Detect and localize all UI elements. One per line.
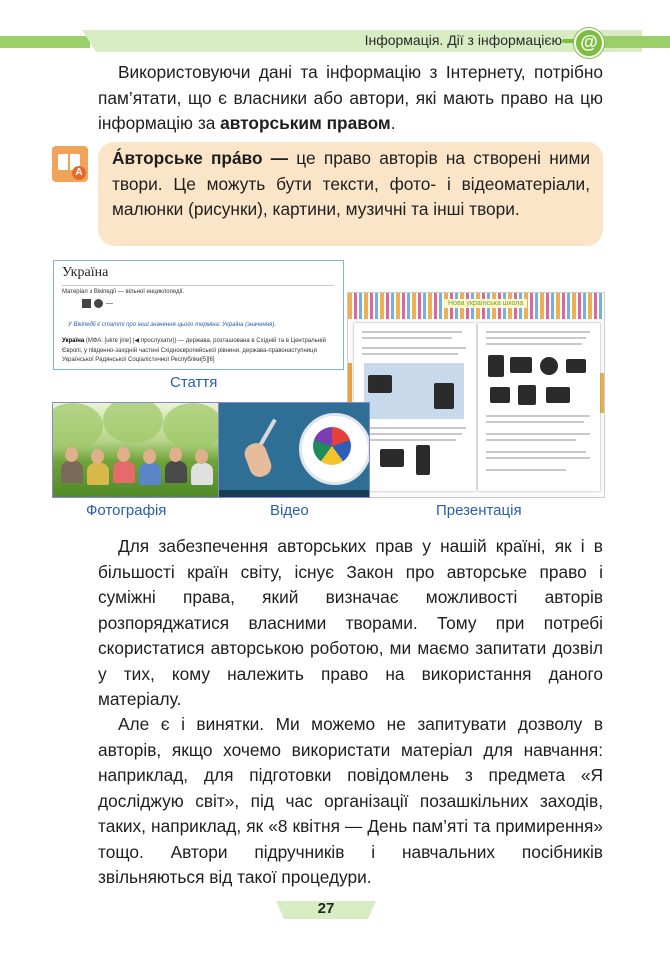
article-subtitle: Матеріал з Вікіпедії — вільної енциклопедії. (62, 289, 185, 295)
article-body (62, 337, 338, 366)
header-right-stripe (600, 36, 670, 48)
presentation-page-left (354, 323, 476, 491)
intro-end: . (390, 113, 396, 133)
caption-photo: Фотографія (86, 502, 167, 519)
book-definition-icon (52, 146, 88, 182)
wikipedia-article-image (53, 260, 344, 370)
presentation-page-right (478, 323, 600, 491)
plate-art (313, 427, 351, 465)
article-body-text: (МФА: [ukrɐˈjinɐ] (◀ прослухати)) — держава, розташована в Східній та в Центральній Європі, у південно-західній частині Східноєвропейської рівнини, держава-правонаступниця Української Радянської Соціалістичної Республіки[5][6] (62, 338, 326, 363)
header-left-stripe (0, 36, 90, 48)
article-divider (62, 285, 334, 286)
hand (242, 440, 274, 479)
definition-text (112, 146, 590, 223)
caption-article: Стаття (170, 374, 218, 391)
caption-video: Відео (270, 502, 309, 519)
family-photo-image (52, 402, 220, 498)
definition-body: це право авторів на створені ними твори. Це можуть бути тексти, фото- і відеоматеріали, малюнки (рисунки), картини, музичні та інші твори. (112, 148, 590, 219)
definition-term: Áвторське прáво (112, 148, 263, 168)
article-note (68, 322, 276, 328)
presentation-top-label: Нова українська школа (444, 299, 527, 308)
letter-a-badge-icon: A (72, 166, 86, 180)
article-body-bold: Україна (62, 338, 85, 344)
body-paragraph-1 (98, 534, 603, 713)
body-paragraph-2 (98, 712, 603, 891)
intro-paragraph (98, 60, 603, 137)
body-paragraph-2-text: Але є і винятки. Ми можемо не запитувати дозволу в авторів, якщо хочемо використати матеріал для навчання: наприклад, для підготовки повідомлень з предмета «Я досліджую світ», під час організації позашкільних заходів, таких, наприклад, як «8 квітня — День пам’яті та примирення» тощо. Автори підручників і навчальних посібників звільняються від такої процедури. (98, 714, 603, 887)
article-title: Україна (62, 265, 109, 280)
article-tools-dash: — (106, 300, 113, 308)
definition-dash: — (262, 148, 297, 168)
intro-bold-term: авторським правом (220, 113, 391, 133)
intro-text: Використовуючи дані та інформацію з Інтернету, потрібно пам’ятати, що є власники або автори, які мають право на цю інформацію за (98, 62, 603, 133)
video-image (218, 402, 370, 498)
presentation-image (347, 292, 605, 498)
edit-icon (82, 299, 91, 308)
at-sign-icon: @ (574, 28, 604, 58)
article-tools (82, 299, 113, 308)
caption-presentation: Презентація (436, 502, 522, 519)
page-number: 27 (317, 900, 335, 917)
body-paragraph-1-text: Для забезпечення авторських прав у нашій країні, як і в більшості країн світу, існує Закон про авторське право і суміжні права, який визначає можливості авторів розпоряджатися власними творами. Тому при потребі скористатися авторською роботою, ми маємо запитати дозвіл у тих, кому належить право на використання даного матеріалу. (98, 536, 603, 709)
eye-icon (94, 299, 103, 308)
video-progress-bar (219, 490, 369, 497)
header-title: Інформація. Дії з інформацією (364, 32, 562, 48)
article-note-text: У Вікіпедії є статті про інші значення цього терміна: Україна (значення). (68, 322, 277, 328)
